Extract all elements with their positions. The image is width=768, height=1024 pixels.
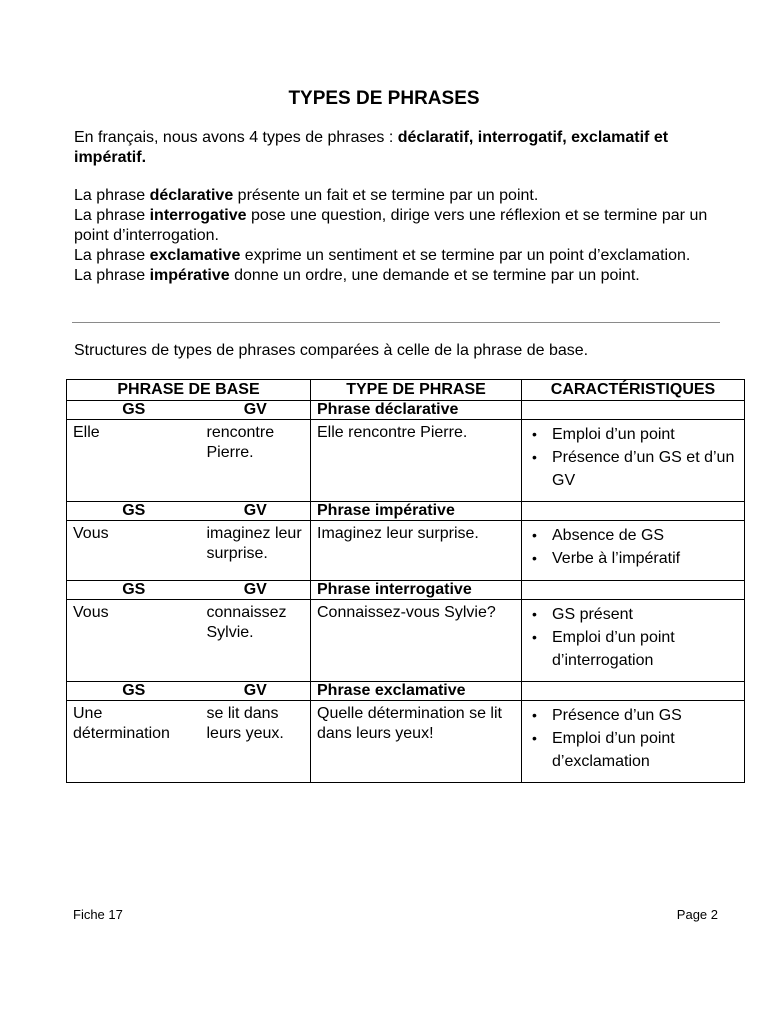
header-phrase-de-base: PHRASE DE BASE (67, 380, 311, 401)
gv-label: GV (201, 581, 311, 600)
gv-label: GV (201, 502, 311, 521)
base-gv: imaginez leur surprise. (201, 521, 311, 581)
table-row (67, 521, 745, 581)
definition-pre: La phrase (74, 207, 150, 224)
definition-interrogative (74, 206, 724, 246)
list-item: • Emploi d’un point (552, 423, 738, 446)
empty-cell (522, 401, 745, 420)
gs-label: GS (67, 502, 201, 521)
block-header-row (67, 502, 745, 521)
base-gs: Vous (67, 521, 201, 581)
definition-term: déclarative (149, 187, 234, 204)
characteristics (522, 701, 745, 783)
definition-term: exclamative (149, 247, 241, 264)
empty-cell (522, 581, 745, 600)
sentence: Connaissez-vous Sylvie? (311, 600, 522, 682)
intro-paragraph (74, 128, 724, 168)
intro-bold: déclaratif, interrogatif, exclamatif et impératif. (74, 129, 669, 166)
block-header-row (67, 682, 745, 701)
table-header-row (67, 380, 745, 401)
header-type-de-phrase: TYPE DE PHRASE (311, 380, 522, 401)
table-row (67, 701, 745, 783)
empty-cell (522, 682, 745, 701)
table-row (67, 600, 745, 682)
list-item: • Verbe à l’impératif (552, 547, 738, 570)
gv-label: GV (201, 682, 311, 701)
header-caracteristiques: CARACTÉRISTIQUES (522, 380, 745, 401)
definition-pre: La phrase (74, 267, 150, 284)
sentence: Elle rencontre Pierre. (311, 420, 522, 502)
list-item: • Présence d’un GS et d’un GV (552, 446, 738, 492)
definition-post: pose une question, dirige vers une réflexion et se termine par un point d’interrogation. (74, 207, 708, 244)
footer-sheet-number: Fiche 17 (73, 907, 123, 922)
list-item: • Présence d’un GS (552, 704, 738, 727)
definitions (74, 186, 724, 286)
base-gv: se lit dans leurs yeux. (201, 701, 311, 783)
characteristics (522, 420, 745, 502)
list-item: • GS présent (552, 603, 738, 626)
base-gv: rencontre Pierre. (201, 420, 311, 502)
gv-label: GV (201, 401, 311, 420)
type-label: Phrase déclarative (311, 401, 522, 420)
horizontal-divider (72, 322, 720, 323)
definition-post: présente un fait et se termine par un point. (233, 187, 539, 204)
definition-declarative (74, 186, 724, 206)
sentence: Imaginez leur surprise. (311, 521, 522, 581)
definition-post: exprime un sentiment et se termine par un point d’exclamation. (240, 247, 691, 264)
empty-cell (522, 502, 745, 521)
base-gs: Elle (67, 420, 201, 502)
definition-exclamative (74, 246, 724, 266)
characteristics (522, 521, 745, 581)
block-header-row (67, 401, 745, 420)
definition-pre: La phrase (74, 247, 150, 264)
characteristics (522, 600, 745, 682)
gs-label: GS (67, 682, 201, 701)
definition-post: donne un ordre, une demande et se termine par un point. (229, 267, 640, 284)
definition-term: impérative (149, 267, 230, 284)
list-item: • Absence de GS (552, 524, 738, 547)
definition-term: interrogative (149, 207, 247, 224)
table-row (67, 420, 745, 502)
page-title: TYPES DE PHRASES (288, 88, 480, 109)
block-header-row (67, 581, 745, 600)
sentence: Quelle détermination se lit dans leurs yeux! (311, 701, 522, 783)
base-gs: Vous (67, 600, 201, 682)
phrase-types-table (66, 379, 745, 783)
type-label: Phrase exclamative (311, 682, 522, 701)
list-item: • Emploi d’un point d’interrogation (552, 626, 738, 672)
intro-text: En français, nous avons 4 types de phrases : (74, 129, 398, 146)
type-label: Phrase impérative (311, 502, 522, 521)
type-label: Phrase interrogative (311, 581, 522, 600)
base-gv: connaissez Sylvie. (201, 600, 311, 682)
gs-label: GS (67, 581, 201, 600)
definition-imperative (74, 266, 724, 286)
definition-pre: La phrase (74, 187, 150, 204)
gs-label: GS (67, 401, 201, 420)
table-caption: Structures de types de phrases comparées à celle de la phrase de base. (74, 342, 589, 359)
footer-page-number: Page 2 (676, 907, 718, 922)
list-item: • Emploi d’un point d’exclamation (552, 727, 738, 773)
base-gs: Une détermination (67, 701, 201, 783)
